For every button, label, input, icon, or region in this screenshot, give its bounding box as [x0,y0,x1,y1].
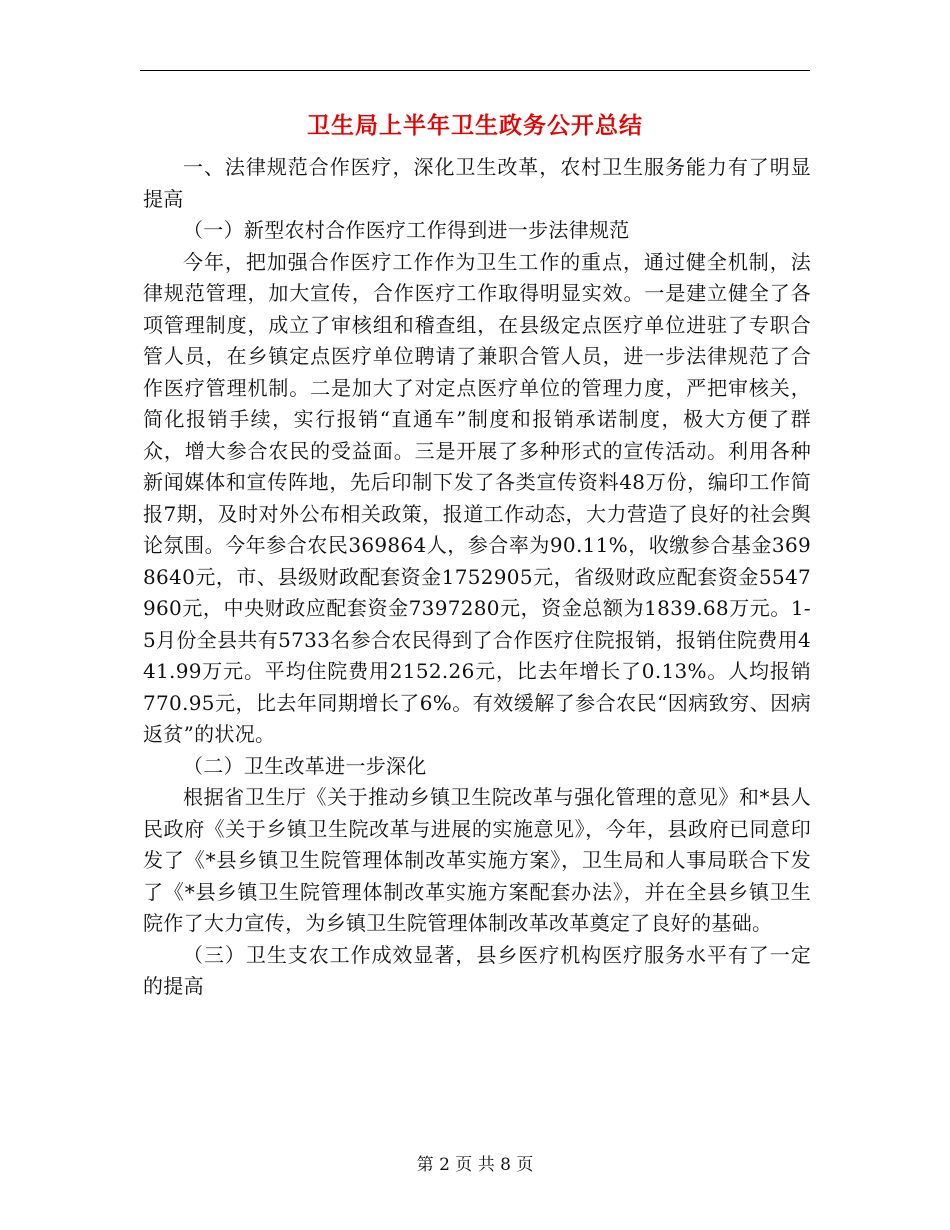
section-heading-1: 一、法律规范合作医疗，深化卫生改革，农村卫生服务能力有了明显提高 [143,155,811,211]
document-title: 卫生局上半年卫生政务公开总结 [307,112,643,139]
body-paragraph-2: 根据省卫生厅《关于推动乡镇卫生院改革与强化管理的意见》和*县人民政府《关于乡镇卫生院改革与进展的实施意见》，今年，县政府已同意印发了《*县乡镇卫生院管理体制改革实施方案》，卫生局和人事局联合下发了《*县乡镇卫生院管理体制改革实施方案配套办法》，并在全县乡镇卫生院作了大力宣传，为乡镇卫生院管理体制改革改革奠定了良好的基础。 [143,785,811,935]
subsection-heading-2: （二）卫生改革进一步深化 [183,753,427,778]
body-paragraph-1: 今年，把加强合作医疗工作作为卫生工作的重点，通过健全机制，法律规范管理，加大宣传，合作医疗工作取得明显实效。一是建立健全了各项管理制度，成立了审核组和稽查组，在县级定点医疗单位进驻了专职合管人员，在乡镇定点医疗单位聘请了兼职合管人员，进一步法律规范了合作医疗管理机制。二是加大了对定点医疗单位的管理力度，严把审核关，简化报销手续，实行报销“直通车”制度和报销承诺制度，极大方便了群众，增大参合农民的受益面。三是开展了多种形式的宣传活动。利用各种新闻媒体和宣传阵地，先后印制下发了各类宣传资料48万份，编印工作简报7期，及时对外公布相关政策，报道工作动态，大力营造了良好的社会舆论氛围。今年参合农民369864人，参合率为90.11%，收缴参合基金3698640元，市、县级财政配套资金1752905元，省级财政应配套资金5547960元，中央财政应配套资金7397280元，资金总额为1839.68万元。1-5月份全县共有5733名参合农民得到了合作医疗住院报销，报销住院费用441.99万元。平均住院费用2152.26元，比去年增长了0.13%。人均报销770.95元，比去年同期增长了6%。有效缓解了参合农民“因病致穷、因病返贫”的状况。 [143,249,811,746]
page-number-footer: 第 2 页 共 8 页 [416,1155,534,1175]
header-rule [140,70,810,71]
subsection-heading-1: （一）新型农村合作医疗工作得到进一步法律规范 [183,218,630,242]
document-body [143,152,811,1003]
subsection-heading-3: （三）卫生支农工作成效显著，县乡医疗机构医疗服务水平有了一定的提高 [143,942,811,998]
